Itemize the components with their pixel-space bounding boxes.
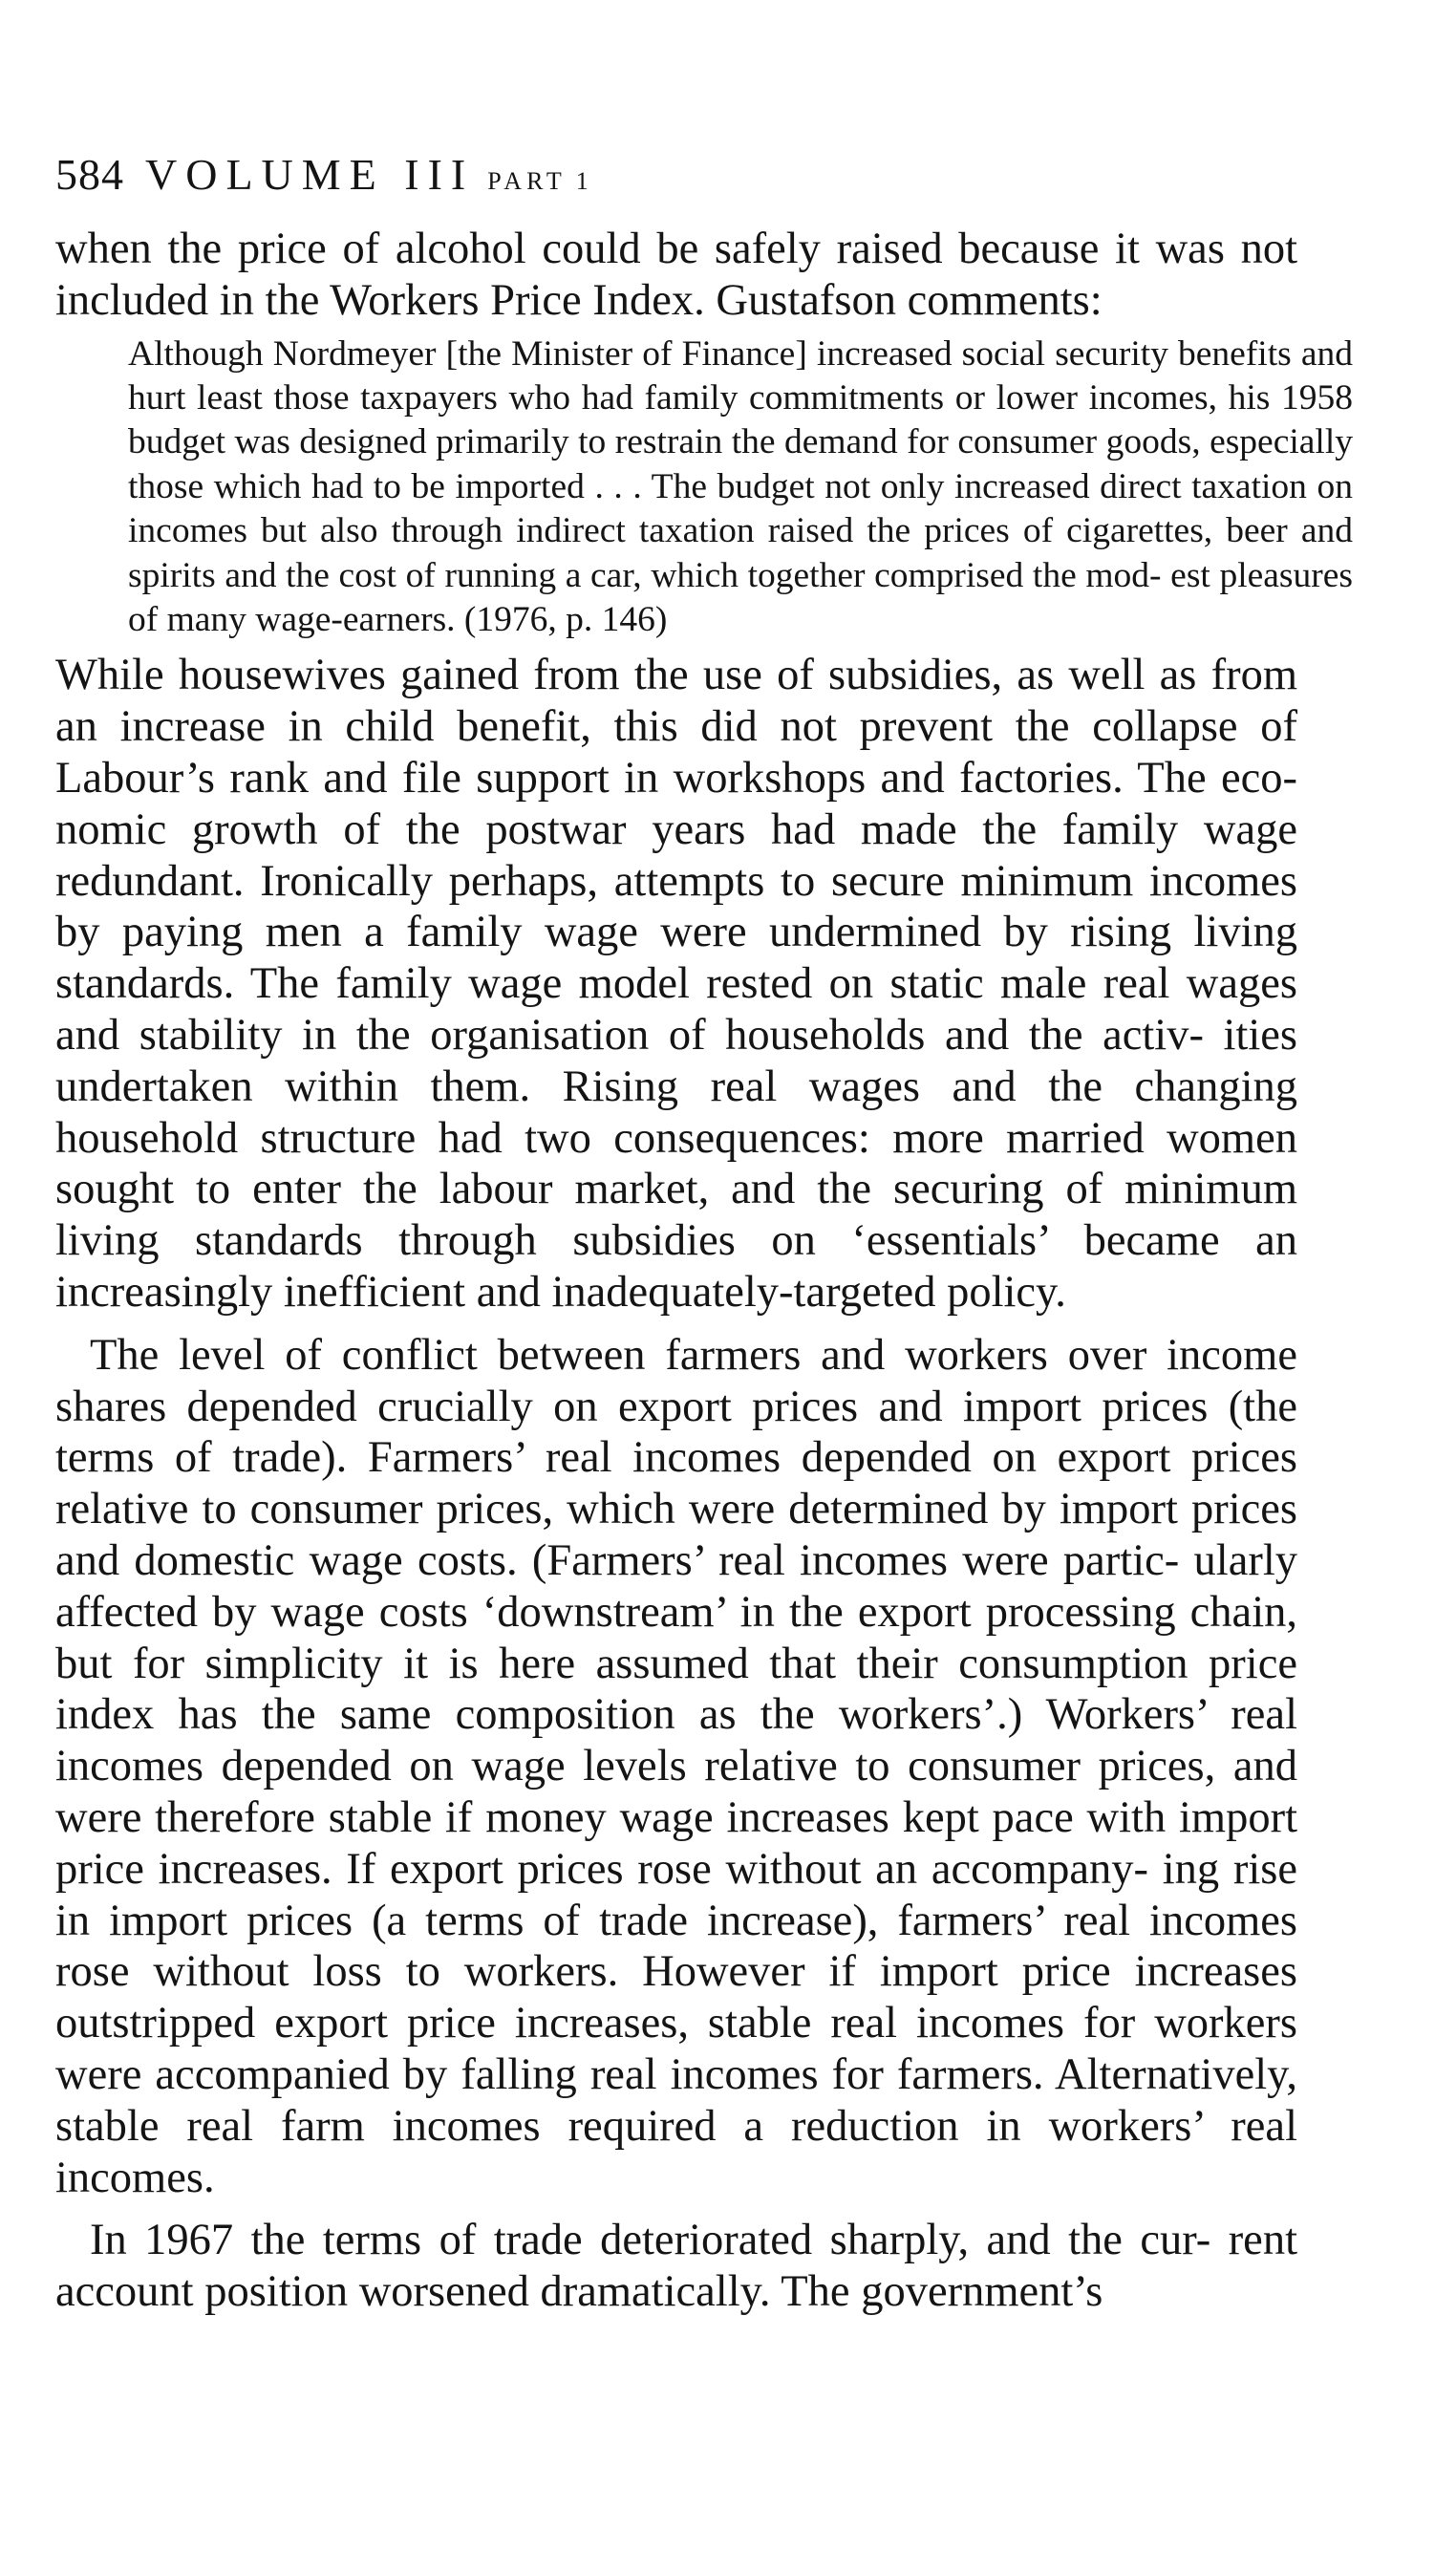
running-head: [55, 150, 1297, 199]
part-number: 1: [575, 167, 589, 195]
block-quote: Although Nordmeyer [the Minister of Finance] increased social security benefits and hurt least those taxpayers who had family commitments or lower incomes, his 1958 budget was designed primarily to restrain the demand for consumer goods, especially those which had to be imported . . . The budget not only increased direct taxation on incomes but also through indirect taxation raised the prices of cigarettes, beer and spirits and the cost of running a car, which together comprised the mod- est pleasures of many wage-earners. (1976, p. 146): [128, 333, 1353, 640]
volume-label: VOLUME III: [145, 150, 475, 199]
paragraph-1967: In 1967 the terms of trade deteriorated sharply, and the cur- rent account position worsened dramatically. The government’s: [55, 2216, 1297, 2317]
part-label: PART: [487, 167, 567, 195]
paragraph-intro: when the price of alcohol could be safely raised because it was not included in the Workers Price Index. Gustafson comments:: [55, 225, 1297, 325]
paragraph-housewives: While housewives gained from the use of subsidies, as well as from an increase in child benefit, this did not prevent the collapse of Labour’s rank and file support in workshops and factories. The eco- nomic growth of the postwar years had made the family wage redundant. Ironically perhaps, attempts to secure minimum incomes by paying men a family wage were undermined by rising living standards. The family wage model rested on static male real wages and stability in the organisation of households and the activ- ities undertaken within them. Rising real wages and the changing household structure had two consequences: more married women sought to enter the labour market, and the securing of minimum living standards through subsidies on ‘essentials’ became an increasingly inefficient and inadequately-targeted policy.: [55, 651, 1297, 1317]
page: [55, 150, 1353, 2318]
page-number: 584: [55, 150, 124, 199]
paragraph-terms-of-trade: The level of conflict between farmers and workers over income shares depended crucially on export prices and import prices (the terms of trade). Farmers’ real incomes depended on export prices relative to consumer prices, which were determined by import prices and domestic wage costs. (Farmers’ real incomes were partic- ularly affected by wage costs ‘downstream’ in the export processing chain, but for simplicity it is here assumed that their consumption price index has the same composition as the workers’.) Workers’ real incomes depended on wage levels relative to consumer prices, and were therefore stable if money wage increases kept pace with import price increases. If export prices rose without an accompany- ing rise in import prices (a terms of trade increase), farmers’ real incomes rose without loss to workers. However if import price increases outstripped export price increases, stable real incomes for workers were accompanied by falling real incomes for farmers. Alternatively, stable real farm incomes required a reduction in workers’ real incomes.: [55, 1330, 1297, 2202]
